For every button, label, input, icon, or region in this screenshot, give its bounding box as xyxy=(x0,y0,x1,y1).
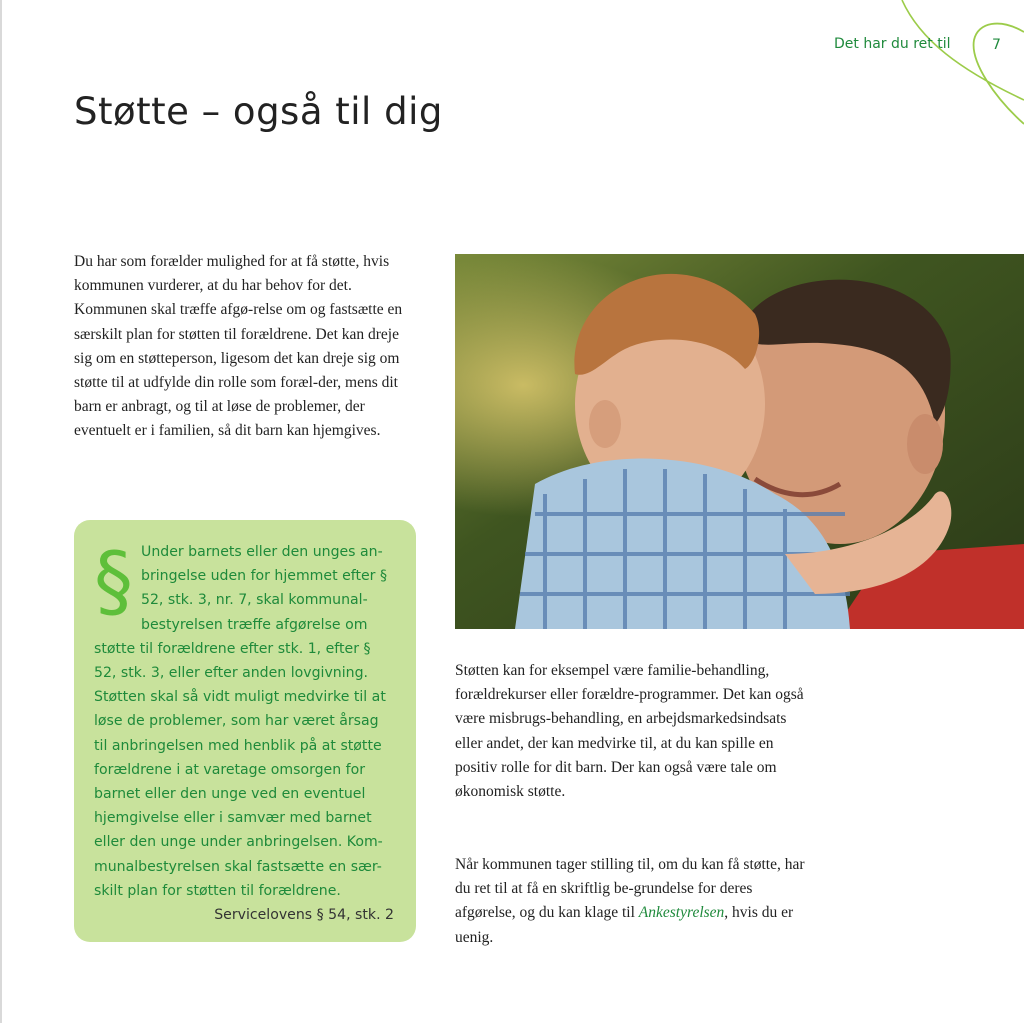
body-paragraph-2-text: Når kommunen tager stilling til, om du kan få støtte, har du ret til at få en skriftlig be-grundelse for deres afgørelse, og du kan klage til xyxy=(455,856,805,922)
running-header-title: Det har du ret til xyxy=(834,36,951,52)
intro-paragraph: Du har som forælder mulighed for at få støtte, hvis kommunen vurderer, at du har behov for det. Kommunen skal træffe afgø-relse om og fastsætte en særskilt plan for støtten til forældrene. Det kan dreje sig om en støtteperson, ligesom det kan dreje sig om støtte til at udfylde din rolle som foræl-der, mens dit barn er anbragt, og til at løse de problemer, der eventuelt er i familien, så dit barn kan hjemgives. xyxy=(74,253,403,440)
photo-illustration xyxy=(455,254,1024,629)
page-edge xyxy=(0,0,2,1023)
law-quote-box xyxy=(74,520,416,942)
page-number: 7 xyxy=(992,37,1001,53)
body-paragraph-2 xyxy=(455,853,805,950)
father-son-photo xyxy=(455,254,1024,629)
body-paragraph-1: Støtten kan for eksempel være familie-behandling, forældrekurser eller forældre-programmer. Det kan også være misbrugs-behandling, en arbejdsmarkedsindsats eller andet, der kan medvirke til, at du kan spille en positiv rolle for dit barn. Der kan også være tale om økonomisk støtte. xyxy=(455,662,804,801)
law-reference: Servicelovens § 54, stk. 2 xyxy=(214,907,394,924)
section-sign-icon: § xyxy=(94,537,133,627)
page-title: Støtte – også til dig xyxy=(74,90,443,133)
ankestyrelsen-link[interactable]: Ankestyrelsen xyxy=(638,904,725,922)
corner-swirl-decoration xyxy=(890,0,1024,130)
law-quote-text: Under barnets eller den unges an-bringelse uden for hjemmet efter § 52, stk. 3, nr. 7, skal kommunal-bestyrelsen træffe afgørelse om støtte til forældrene efter stk. 1, efter § 52, stk. 3, eller efter anden lovgivning. Støtten skal så vidt muligt medvirke til at løse de problemer, som har været årsag til anbringelsen med henblik på at støtte forældrene i at varetage omsorgen for barnet eller den unge ved en eventuel hjemgivelse eller i samvær med barnet eller den unge under anbringelsen. Kom-munalbestyrelsen skal fastsætte en sær-skilt plan for støtten til forældrene. xyxy=(94,544,387,899)
body-paragraph-2-end: , hvis du er uenig. xyxy=(455,904,794,946)
